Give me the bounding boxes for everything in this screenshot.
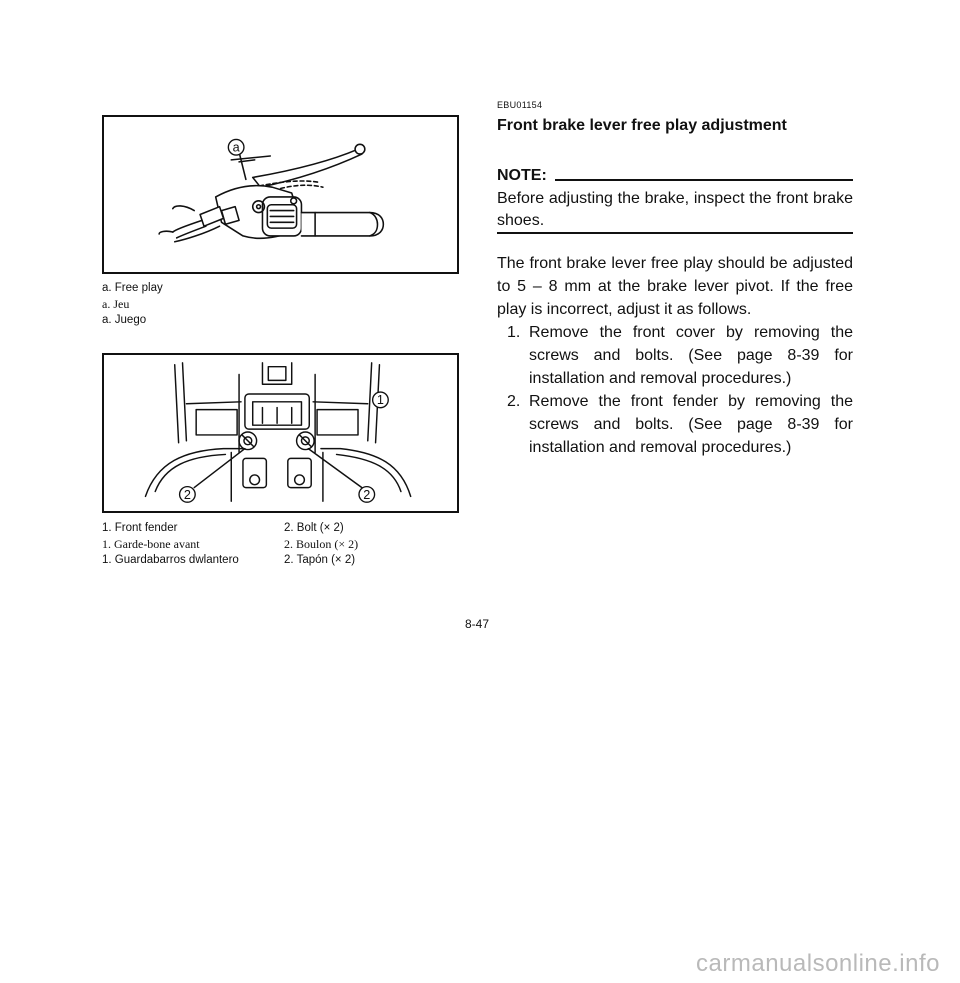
step-number: 1. [507,324,521,341]
watermark: carmanualsonline.info [696,950,940,977]
caption-item-1: 1. Guardabarros dwlantero [102,554,239,566]
step-item [507,390,853,459]
figure1-caption [102,280,163,328]
note-top-rule [555,179,853,181]
step-item [507,321,853,390]
section-title: Front brake lever free play adjustment [497,117,787,134]
front-fender-figure [102,353,459,513]
note-header [497,167,853,185]
step-text: Remove the front cover by removing the screws and bolts. (See page 8-39 for installation and removal procedures.) [529,324,853,387]
caption-item-1: 1. Garde-bone avant [102,537,200,551]
intro-paragraph: The front brake lever free play should be adjusted to 5 – 8 mm at the brake lever pivot. If the free play is incorrect, adjust it as follows. [497,255,853,318]
callout-1: 1 [376,393,384,408]
note-text: Before adjusting the brake, inspect the front brake shoes. [497,190,853,229]
caption-french: a. Jeu [102,297,130,311]
note-label: NOTE: [497,167,547,184]
caption-item-2: 2. Tapón (× 2) [284,554,356,566]
callout-2-right: 2 [363,487,371,502]
caption-item-2: 2. Bolt (× 2) [284,522,344,534]
callout-2-left: 2 [183,487,191,502]
steps-list [507,321,853,459]
callout-a: a [232,140,240,155]
section-code: EBU01154 [497,100,543,110]
caption-english: a. Free play [102,282,163,294]
caption-row-french [102,536,358,552]
step-number: 2. [507,393,521,410]
note-bottom-rule [497,232,853,234]
brake-lever-figure [102,115,459,274]
figure2-caption [102,520,358,568]
caption-item-2: 2. Boulon (× 2) [284,537,359,551]
caption-row-spanish [102,552,358,568]
brake-lever-illustration [104,117,457,272]
caption-row-english [102,520,358,536]
page-number: 8-47 [465,617,490,631]
caption-item-1: 1. Front fender [102,522,178,534]
step-text: Remove the front fender by removing the screws and bolts. (See page 8-39 for installation and removal procedures.) [529,393,853,456]
front-fender-illustration [104,355,457,511]
caption-spanish: a. Juego [102,314,147,326]
